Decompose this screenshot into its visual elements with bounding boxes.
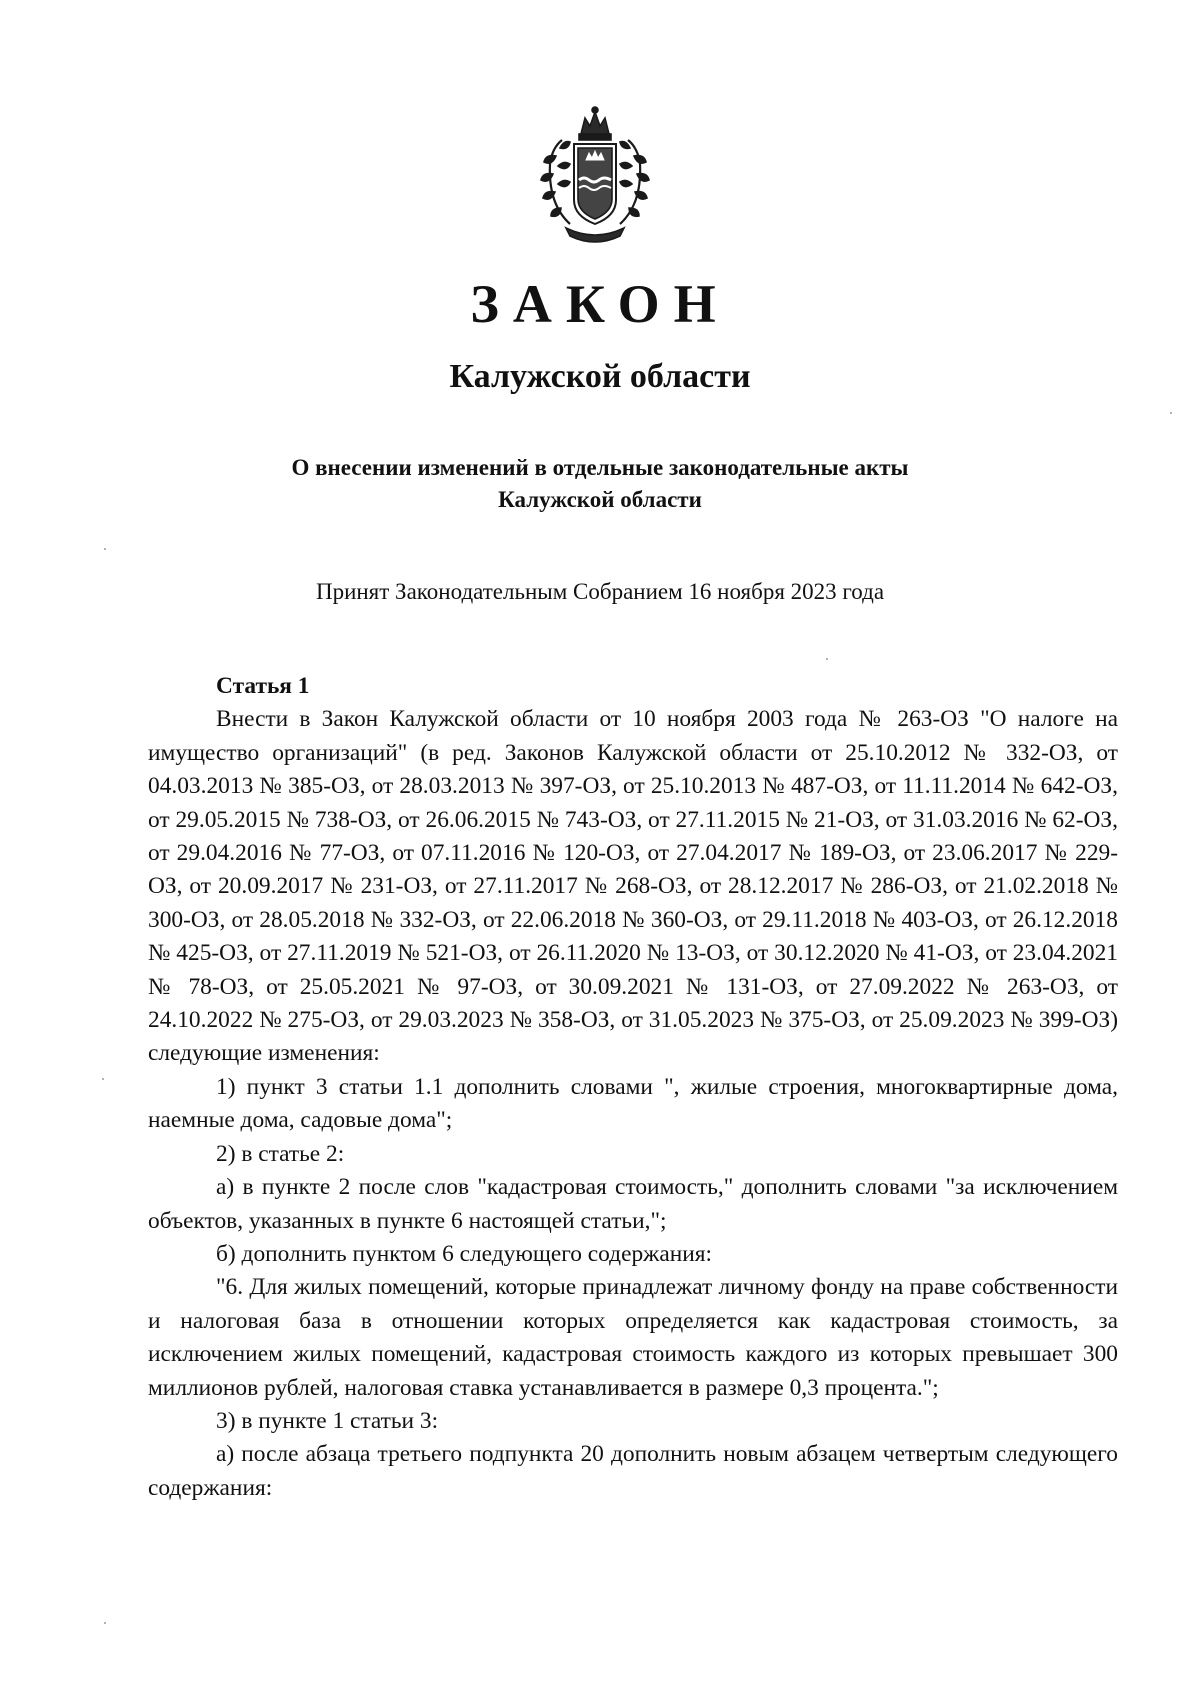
kaluga-coat-of-arms-icon xyxy=(534,104,656,246)
article-body xyxy=(148,670,1118,1505)
scan-speck xyxy=(104,1622,106,1624)
scan-speck xyxy=(826,658,828,660)
paragraph: б) дополнить пунктом 6 следующего содержания: xyxy=(216,1240,712,1267)
paragraph: 2) в статье 2: xyxy=(216,1140,345,1167)
law-heading-line-1: О внесении изменений в отдельные законодательные акты xyxy=(291,455,909,480)
scan-speck xyxy=(104,548,106,550)
scan-speck xyxy=(1170,412,1172,414)
law-heading-line-2: Калужской области xyxy=(498,487,702,512)
paragraph: а) после абзаца третьего подпункта 20 дополнить новым абзацем четвертым следующего содержания: xyxy=(148,1441,1118,1501)
paragraph: 1) пункт 3 статьи 1.1 дополнить словами ", жилые строения, многоквартирные дома, наемные дома, садовые дома"; xyxy=(148,1073,1118,1134)
paragraph: а) в пункте 2 после слов "кадастровая стоимость," дополнить словами "за исключением объектов, указанных в пункте 6 настоящей статьи,"; xyxy=(148,1174,1118,1234)
paragraph: 3) в пункте 1 статьи 3: xyxy=(216,1407,439,1434)
document-title: ЗАКОН xyxy=(470,274,730,334)
adoption-note: Принят Законодательным Собранием 16 ноября 2023 года xyxy=(315,579,885,604)
paragraph: "6. Для жилых помещений, которые принадлежат личному фонду на праве собственности и налоговая база в отношении которых определяется как кадастровая стоимость, за исключением жилых помещений, кадастровая стоимость каждого из которых превышает 300 миллионов рублей, налоговая ставка устанавливается в размере 0,3 процента."; xyxy=(148,1274,1118,1401)
article-title: Статья 1 xyxy=(216,673,310,699)
law-heading xyxy=(0,452,1200,516)
scan-speck xyxy=(102,1078,104,1080)
document-subtitle: Калужской области xyxy=(449,358,751,395)
paragraph: Внести в Закон Калужской области от 10 ноября 2003 года № 263-ОЗ "О налоге на имущество организаций" (в ред. Законов Калужской области от 25.10.2012 № 332-ОЗ, от 04.03.2013 № 385-ОЗ, от 28.03.2013 № 397-ОЗ, от 25.10.2013 № 487-ОЗ, от 11.11.2014 № 642-ОЗ, от 29.05.2015 № 738-ОЗ, от 26.06.2015 № 743-ОЗ, от 27.11.2015 № 21-ОЗ, от 31.03.2016 № 62-ОЗ, от 29.04.2016 № 77-ОЗ, от 07.11.2016 № 120-ОЗ, от 27.04.2017 № 189-ОЗ, от 23.06.2017 № 229-ОЗ, от 20.09.2017 № 231-ОЗ, от 27.11.2017 № 268-ОЗ, от 28.12.2017 № 286-ОЗ, от 21.02.2018 № 300-ОЗ, от 28.05.2018 № 332-ОЗ, от 22.06.2018 № 360-ОЗ, от 29.11.2018 № 403-ОЗ, от 26.12.2018 № 425-ОЗ, от 27.11.2019 № 521-ОЗ, от 26.11.2020 № 13-ОЗ, от 30.12.2020 № 41-ОЗ, от 23.04.2021 № 78-ОЗ, от 25.05.2021 № 97-ОЗ, от 30.09.2021 № 131-ОЗ, от 27.09.2022 № 263-ОЗ, от 24.10.2022 № 275-ОЗ, от 29.03.2023 № 358-ОЗ, от 31.05.2023 № 375-ОЗ, от 25.09.2023 № 399-ОЗ) следующие изменения: xyxy=(148,706,1118,1067)
